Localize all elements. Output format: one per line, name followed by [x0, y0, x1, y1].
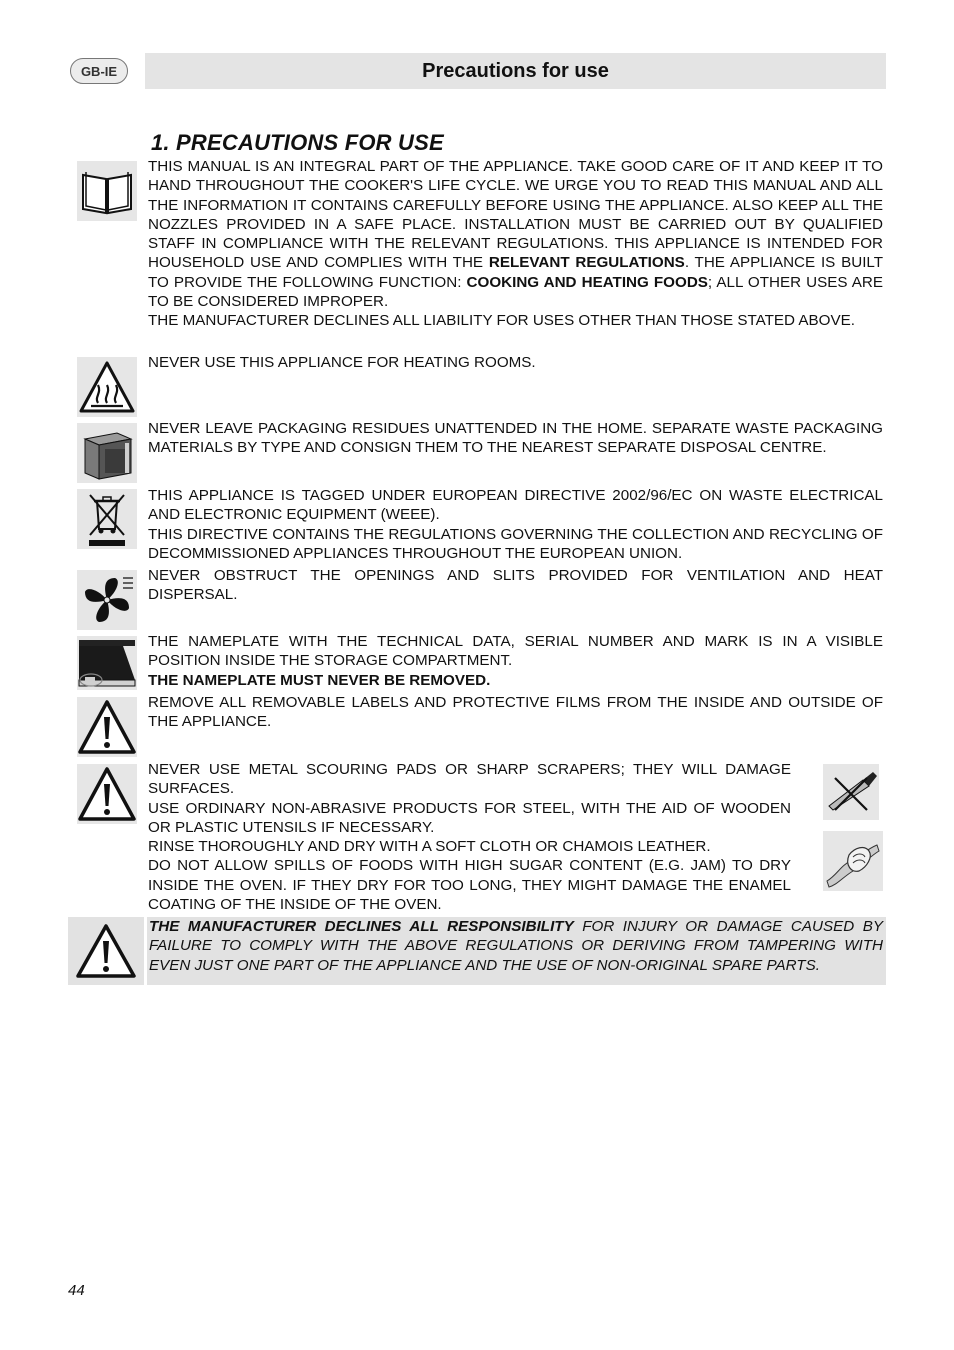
nameplate-compartment-icon: [77, 636, 137, 690]
responsibility-rest: FOR INJURY OR DAMAGE CAUSED BY FAILURE TO COMPLY WITH THE ABOVE REGULATIONS OR DERIVING FROM TAMPERING WITH EVEN JUST ONE PART OF THE APPLIANCE AND THE USE OF NON-ORIGINAL SPARE PARTS.: [149, 918, 883, 974]
nameplate-warning: [148, 671, 883, 690]
ventilation-text: NEVER OBSTRUCT THE OPENINGS AND SLITS PROVIDED FOR VENTILATION AND HEAT DISPERSAL.: [148, 567, 883, 604]
cleaning-paragraph-1: NEVER USE METAL SCOURING PADS OR SHARP SCRAPERS; THEY WILL DAMAGE SURFACES.: [148, 761, 791, 798]
cleaning-text: [148, 760, 791, 914]
manual-text-mid: . THE APPLIANCE IS BUILT TO PROVIDE THE FOLLOWING FUNCTION:: [148, 254, 884, 291]
manual-text: [148, 157, 883, 331]
fan-icon: [77, 570, 137, 630]
heating-text: NEVER USE THIS APPLIANCE FOR HEATING ROOMS.: [148, 354, 536, 371]
section-title: 1. PRECAUTIONS FOR USE: [151, 130, 444, 155]
cleaning-cloth-icon: [823, 831, 883, 891]
language-badge: GB-IE: [70, 58, 128, 84]
hot-surface-warning-icon: [77, 357, 137, 417]
nameplate-text: [148, 632, 883, 690]
cooking-heating-bold: COOKING AND HEATING FOODS: [466, 273, 708, 291]
warning-triangle-icon: [77, 697, 137, 757]
weee-paragraph-1: THIS APPLIANCE IS TAGGED UNDER EUROPEAN DIRECTIVE 2002/96/EC ON WASTE ELECTRICAL AND ELECTRONIC EQUIPMENT (WEEE).: [148, 487, 883, 524]
manual-text-pre: THIS MANUAL IS AN INTEGRAL PART OF THE APPLIANCE. TAKE GOOD CARE OF IT AND KEEP IT TO HAND THROUGHOUT THE COOKER'S LIFE CYCLE. WE URGE YOU TO READ THIS MANUAL AND ALL THE INFORMATION IT CONTAINS CAREFULLY BEFORE USING THE APPLIANCE. ALSO KEEP ALL THE NOZZLES PROVIDED IN A SAFE PLACE. INSTALLATION MUST BE CARRIED OUT BY QUALIFIED STAFF IN COMPLIANCE WITH THE RELEVANT REGULATIONS. THIS APPLIANCE IS INTENDED FOR HOUSEHOLD USE AND COMPLIES WITH THE: [148, 158, 883, 272]
nameplate-bold: THE NAMEPLATE MUST NEVER BE REMOVED.: [148, 671, 491, 689]
weee-text: [148, 486, 883, 563]
liability-paragraph: THE MANUFACTURER DECLINES ALL LIABILITY FOR USES OTHER THAN THOSE STATED ABOVE.: [148, 312, 855, 330]
labels-text: REMOVE ALL REMOVABLE LABELS AND PROTECTIVE FILMS FROM THE INSIDE AND OUTSIDE OF THE APPLIANCE.: [148, 694, 883, 731]
cleaning-paragraph-3: RINSE THOROUGHLY AND DRY WITH A SOFT CLOTH OR CHAMOIS LEATHER.: [148, 838, 711, 856]
responsibility-text: [149, 917, 883, 975]
warning-triangle-icon: [74, 921, 138, 981]
packaging-box-icon: [77, 423, 137, 483]
manual-text-post: ; ALL OTHER USES ARE TO BE CONSIDERED IMPROPER.: [148, 273, 884, 311]
page-header: [145, 53, 886, 89]
no-scraper-icon: [823, 764, 879, 820]
page-header-title: Precautions for use: [422, 59, 609, 82]
responsibility-bold: THE MANUFACTURER DECLINES ALL RESPONSIBILITY: [149, 918, 574, 935]
crossed-bin-icon: [77, 489, 137, 549]
weee-paragraph-2: THIS DIRECTIVE CONTAINS THE REGULATIONS GOVERNING THE COLLECTION AND RECYCLING OF DECOMMISSIONED APPLIANCES THROUGHOUT THE EUROPEAN UNION.: [148, 525, 883, 562]
warning-triangle-icon: [77, 764, 137, 824]
responsibility-divider: [144, 917, 147, 985]
packaging-text: NEVER LEAVE PACKAGING RESIDUES UNATTENDED IN THE HOME. SEPARATE WASTE PACKAGING MATERIALS BY TYPE AND CONSIGN THEM TO THE NEAREST SEPARATE DISPOSAL CENTRE.: [148, 420, 883, 457]
cleaning-paragraph-4: DO NOT ALLOW SPILLS OF FOODS WITH HIGH SUGAR CONTENT (E.G. JAM) TO DRY INSIDE THE OVEN. IF THEY DRY FOR TOO LONG, THEY MIGHT DAMAGE THE ENAMEL COATING OF THE INSIDE OF THE OVEN.: [148, 857, 791, 914]
page-number: 44: [68, 1282, 85, 1299]
nameplate-paragraph: THE NAMEPLATE WITH THE TECHNICAL DATA, SERIAL NUMBER AND MARK IS IN A VISIBLE POSITION INSIDE THE STORAGE COMPARTMENT.: [148, 633, 883, 670]
manual-paragraph: [148, 157, 883, 311]
cleaning-paragraph-2: USE ORDINARY NON-ABRASIVE PRODUCTS FOR STEEL, WITH THE AID OF WOODEN OR PLASTIC UTENSILS IF NECESSARY.: [148, 799, 791, 836]
relevant-regulations-bold: RELEVANT REGULATIONS: [488, 254, 685, 272]
open-book-icon: [77, 161, 137, 221]
